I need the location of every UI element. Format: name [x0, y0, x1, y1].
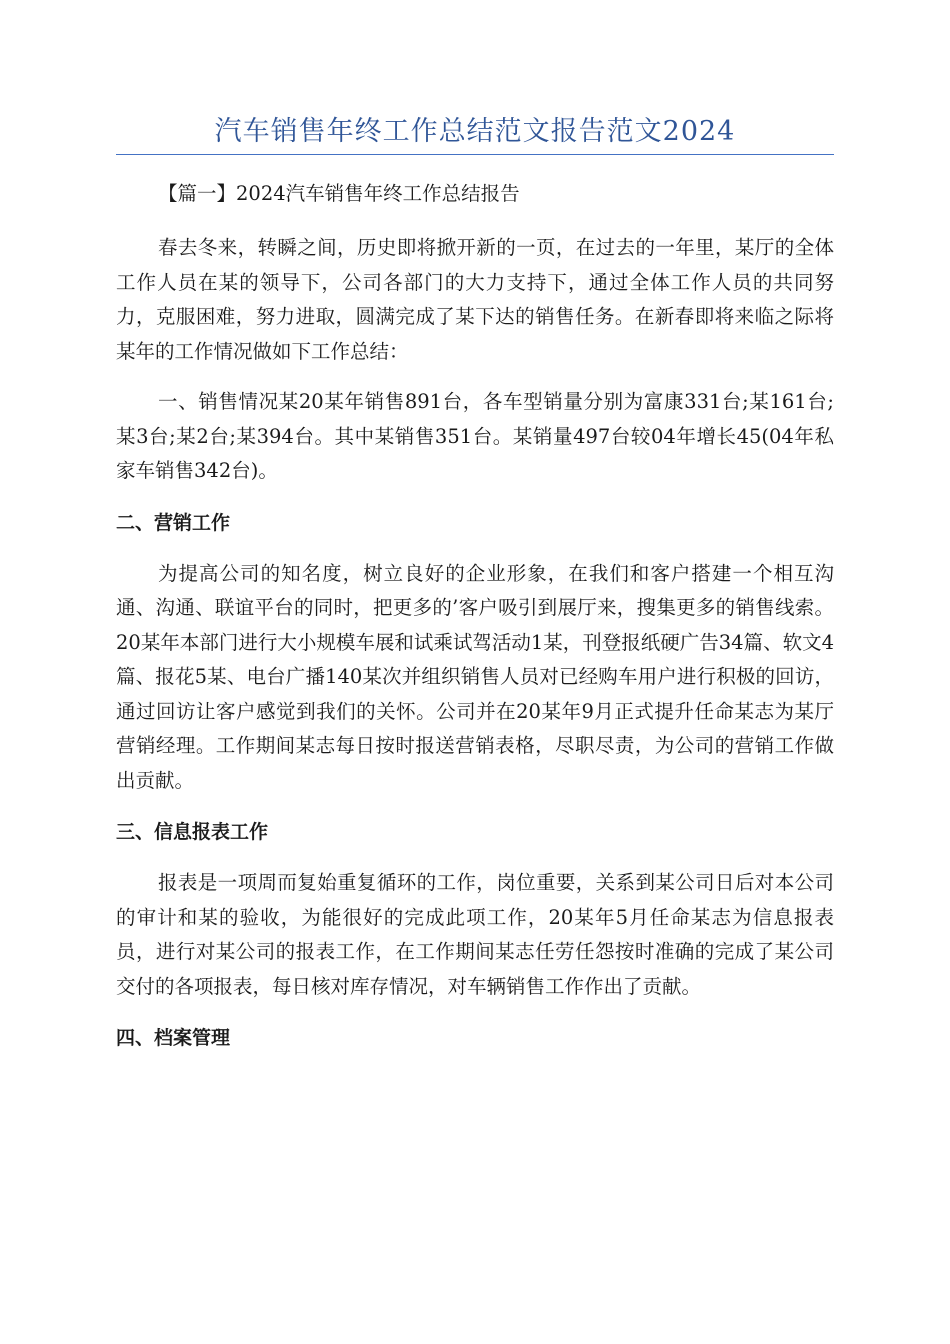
heading-reports: 三、信息报表工作 — [116, 821, 269, 843]
reports-paragraph: 报表是一项周而复始重复循环的工作，岗位重要，关系到某公司日后对本公司的审计和某的验收，为能很好的完成此项工作，20某年5月任命某志为信息报表员，进行对某公司的报表工作，在工作期间某志任劳任怨按时准确的完成了某公司交付的各项报表，每日核对库存情况，对车辆销售工作作出了贡献。 — [116, 871, 834, 998]
heading-marketing: 二、营销工作 — [116, 511, 231, 534]
document-body — [116, 177, 834, 1072]
intro-paragraph: 春去冬来，转瞬之间，历史即将掀开新的一页，在过去的一年里，某厅的全体工作人员在某的领导下，公司各部门的大力支持下，通过全体工作人员的共同努力，克服困难，努力进取，圆满完成了某下达的销售任务。在新春即将来临之际将某年的工作情况做如下工作总结： — [116, 236, 834, 363]
document-title: 汽车销售年终工作总结范文报告范文2024 — [214, 116, 736, 147]
heading-archives: 四、档案管理 — [116, 1027, 231, 1049]
sales-paragraph: 一、销售情况某20某年销售891台，各车型销量分别为富康331台;某161台;某3台;某2台;某394台。其中某销售351台。某销量497台较04年增长45(04年私家车销售342台)。 — [116, 390, 834, 482]
document-subtitle: 【篇一】2024汽车销售年终工作总结报告 — [158, 182, 520, 205]
title-underline — [116, 154, 834, 155]
marketing-paragraph: 为提高公司的知名度，树立良好的企业形象，在我们和客户搭建一个相互沟通、沟通、联谊平台的同时，把更多的’客户吸引到展厅来，搜集更多的销售线索。20某年本部门进行大小规模车展和试乘试驾活动1某，刊登报纸硬广告34篇、软文4篇、报花5某、电台广播140某次并组织销售人员对已经购车用户进行积极的回访，通过回访让客户感觉到我们的关怀。公司并在20某年9月正式提升任命某志为某厅营销经理。工作期间某志每日按时报送营销表格，尽职尽责，为公司的营销工作做出贡献。 — [116, 561, 834, 792]
